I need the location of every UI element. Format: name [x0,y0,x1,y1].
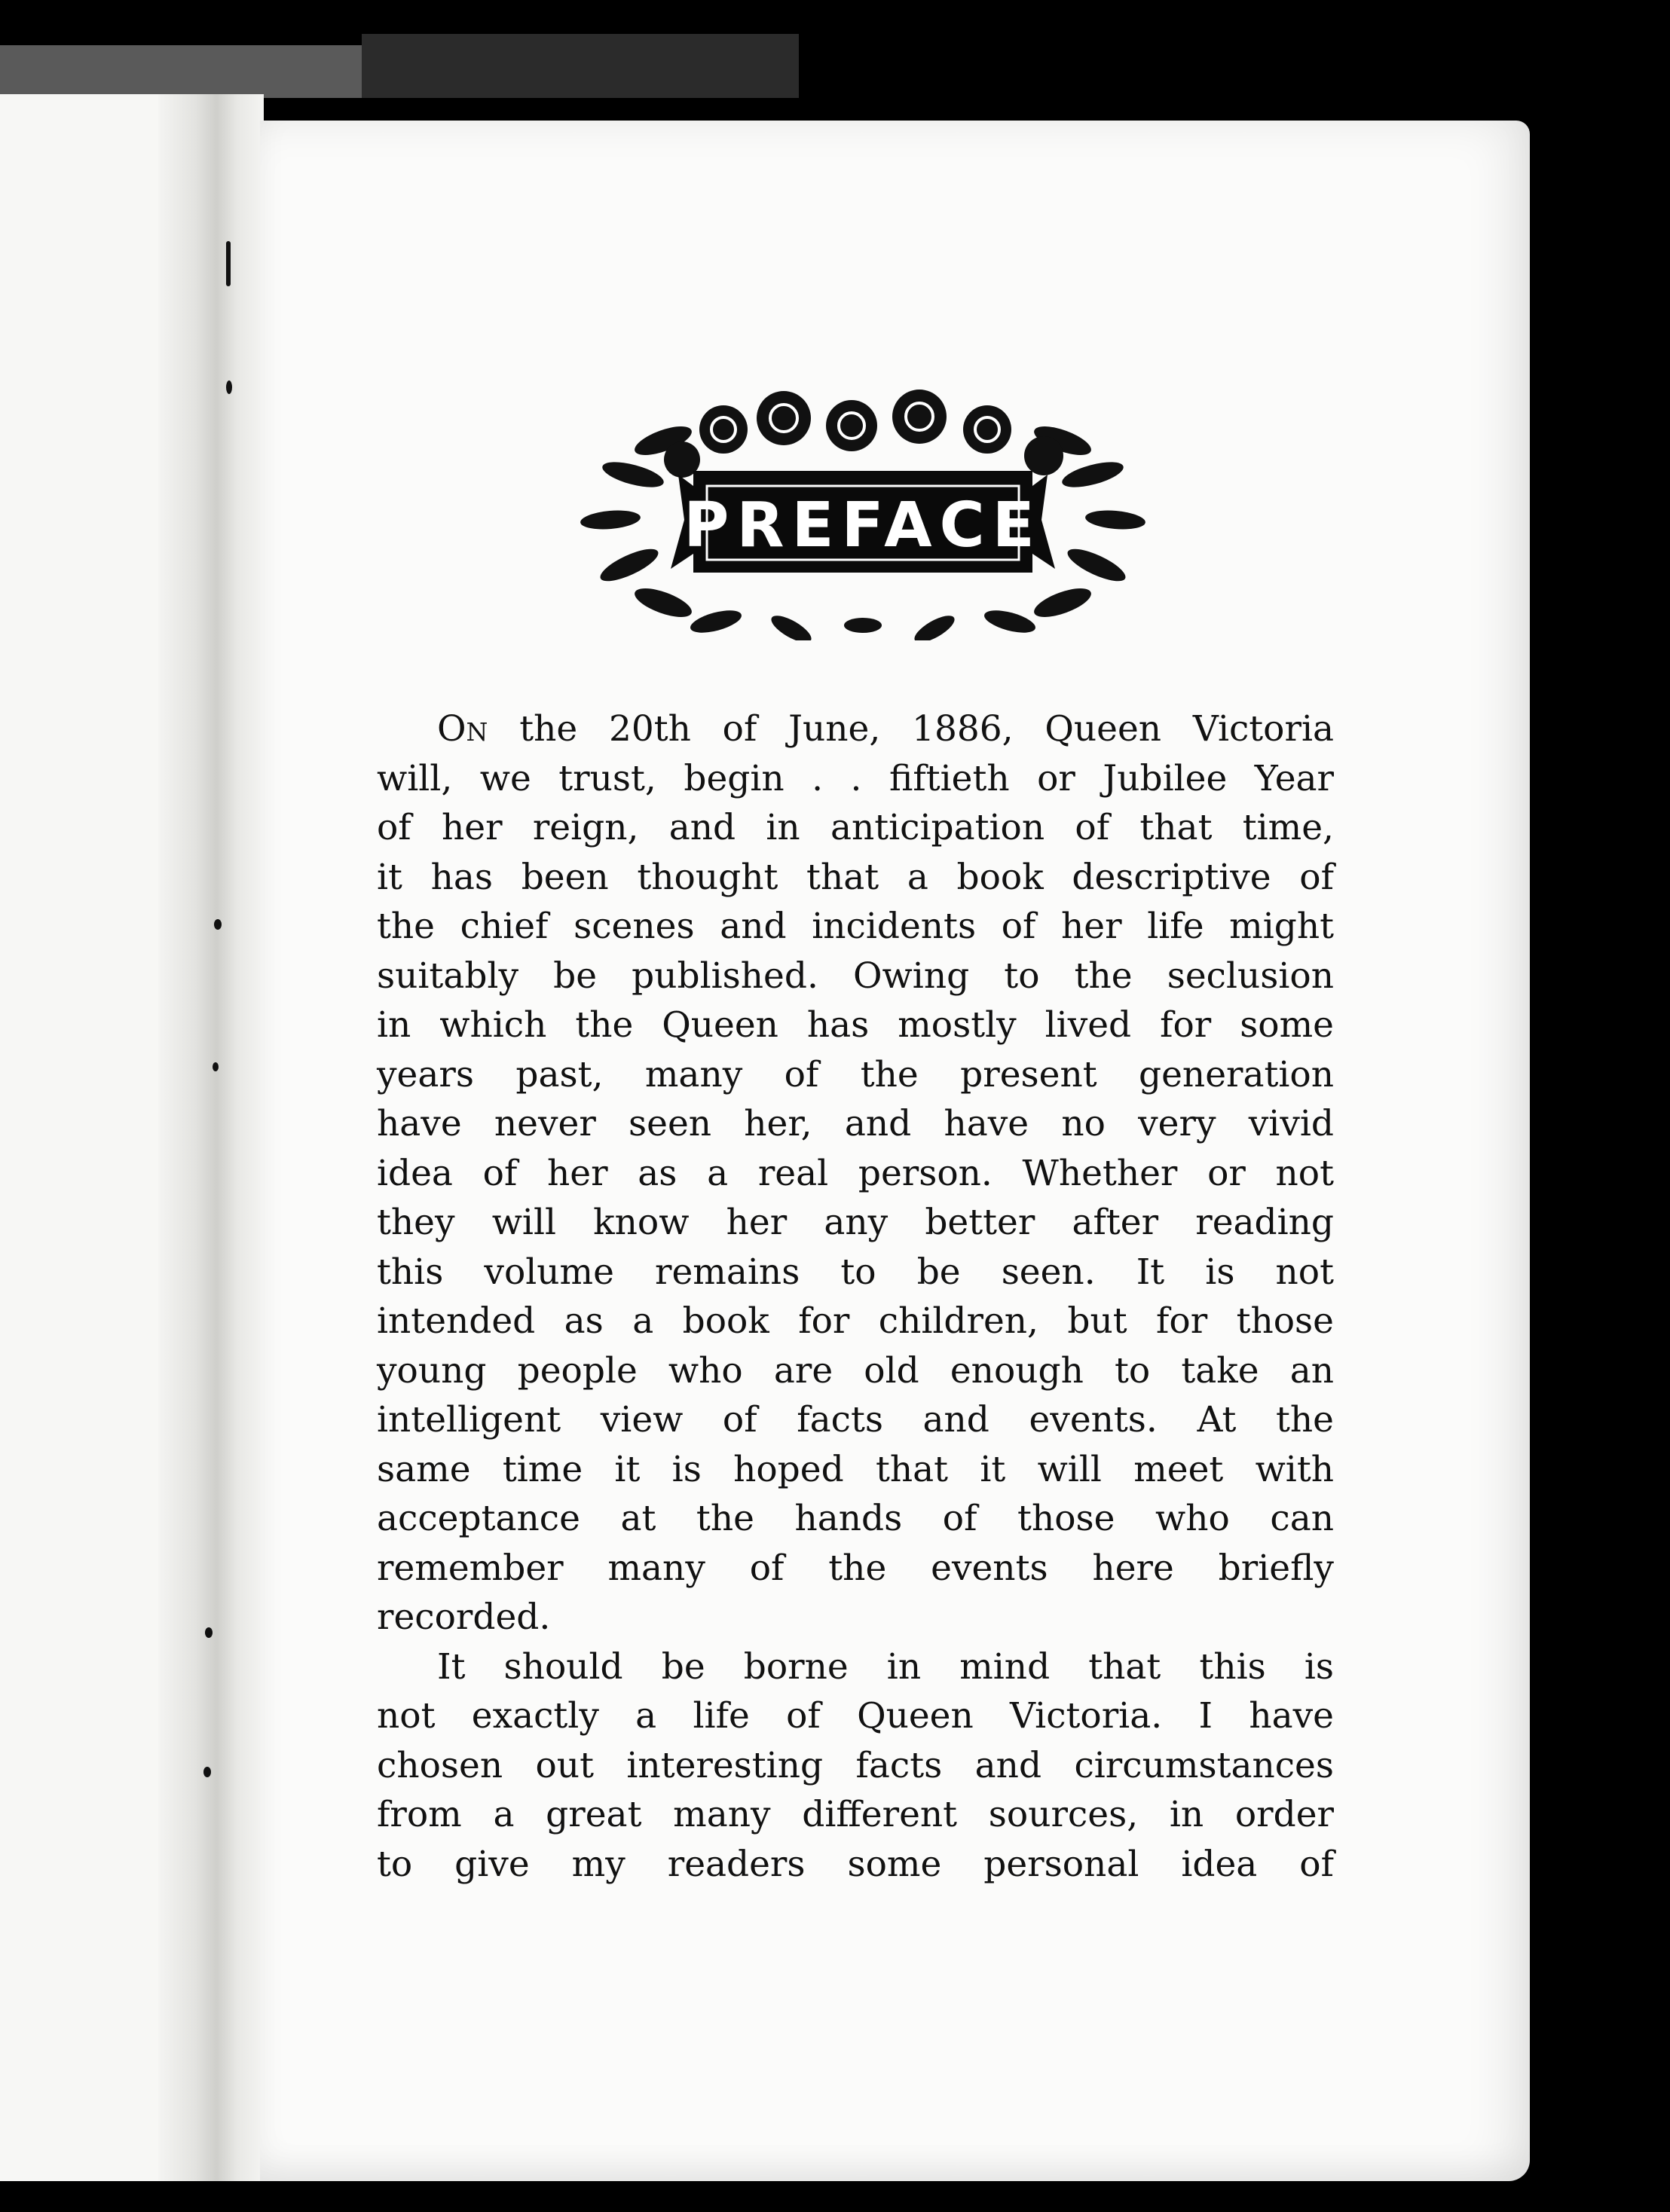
text-line: It should be borne in mind that this is [437,1645,1334,1688]
binding-mark [226,241,231,286]
scan-edge-strip [0,45,362,98]
text-line: chosen out interesting facts and circumstances [377,1744,1334,1786]
text-line: idea of her as a real person. Whether or not [377,1152,1334,1194]
book-gutter [158,94,264,2181]
text-line: intelligent view of facts and events. At the [377,1399,1334,1441]
binding-mark [213,1062,219,1071]
preface-body [377,704,1334,1889]
text-line: in which the Queen has mostly lived for some [377,1004,1334,1046]
text-line: of her reign, and in anticipation of that time, [377,807,1334,848]
text-line: not exactly a life of Queen Victoria. I have [377,1695,1334,1737]
text-line: On the 20th of June, 1886, Queen Victoria [437,708,1334,750]
binding-mark [205,1627,213,1638]
text-line: young people who are old enough to take an [377,1349,1334,1392]
text-line: acceptance at the hands of those who can [377,1498,1334,1539]
text-line: same time it is hoped that it will meet with [377,1448,1334,1490]
binding-mark [203,1767,211,1777]
text-line: have never seen her, and have no very vivid [377,1103,1334,1144]
text-line: remember many of the events here briefly [377,1547,1334,1589]
text-line: suitably be published. Owing to the seclusion [377,955,1334,997]
binding-mark [226,380,232,394]
text-line: it has been thought that a book descriptive of [377,856,1334,898]
text-line: they will know her any better after reading [377,1202,1334,1243]
text-line: the chief scenes and incidents of her life might [377,906,1334,947]
scan-edge-strip-dark [362,34,799,98]
text-line: from a great many different sources, in order [377,1794,1334,1835]
text-line: this volume remains to be seen. It is not [377,1251,1334,1293]
dropcap-word: On [437,708,488,750]
text-line: intended as a book for children, but for those [377,1300,1334,1342]
text-line: to give my readers some personal idea of [377,1843,1334,1885]
text-line: recorded. [377,1596,551,1638]
binding-mark [214,919,222,930]
text-line: will, we trust, begin . . fiftieth or Jubilee Year [377,757,1334,799]
preface-ornament [580,388,1145,640]
text-line: years past, many of the present generation [377,1053,1334,1095]
preface-heading: PREFACE [684,490,1042,561]
